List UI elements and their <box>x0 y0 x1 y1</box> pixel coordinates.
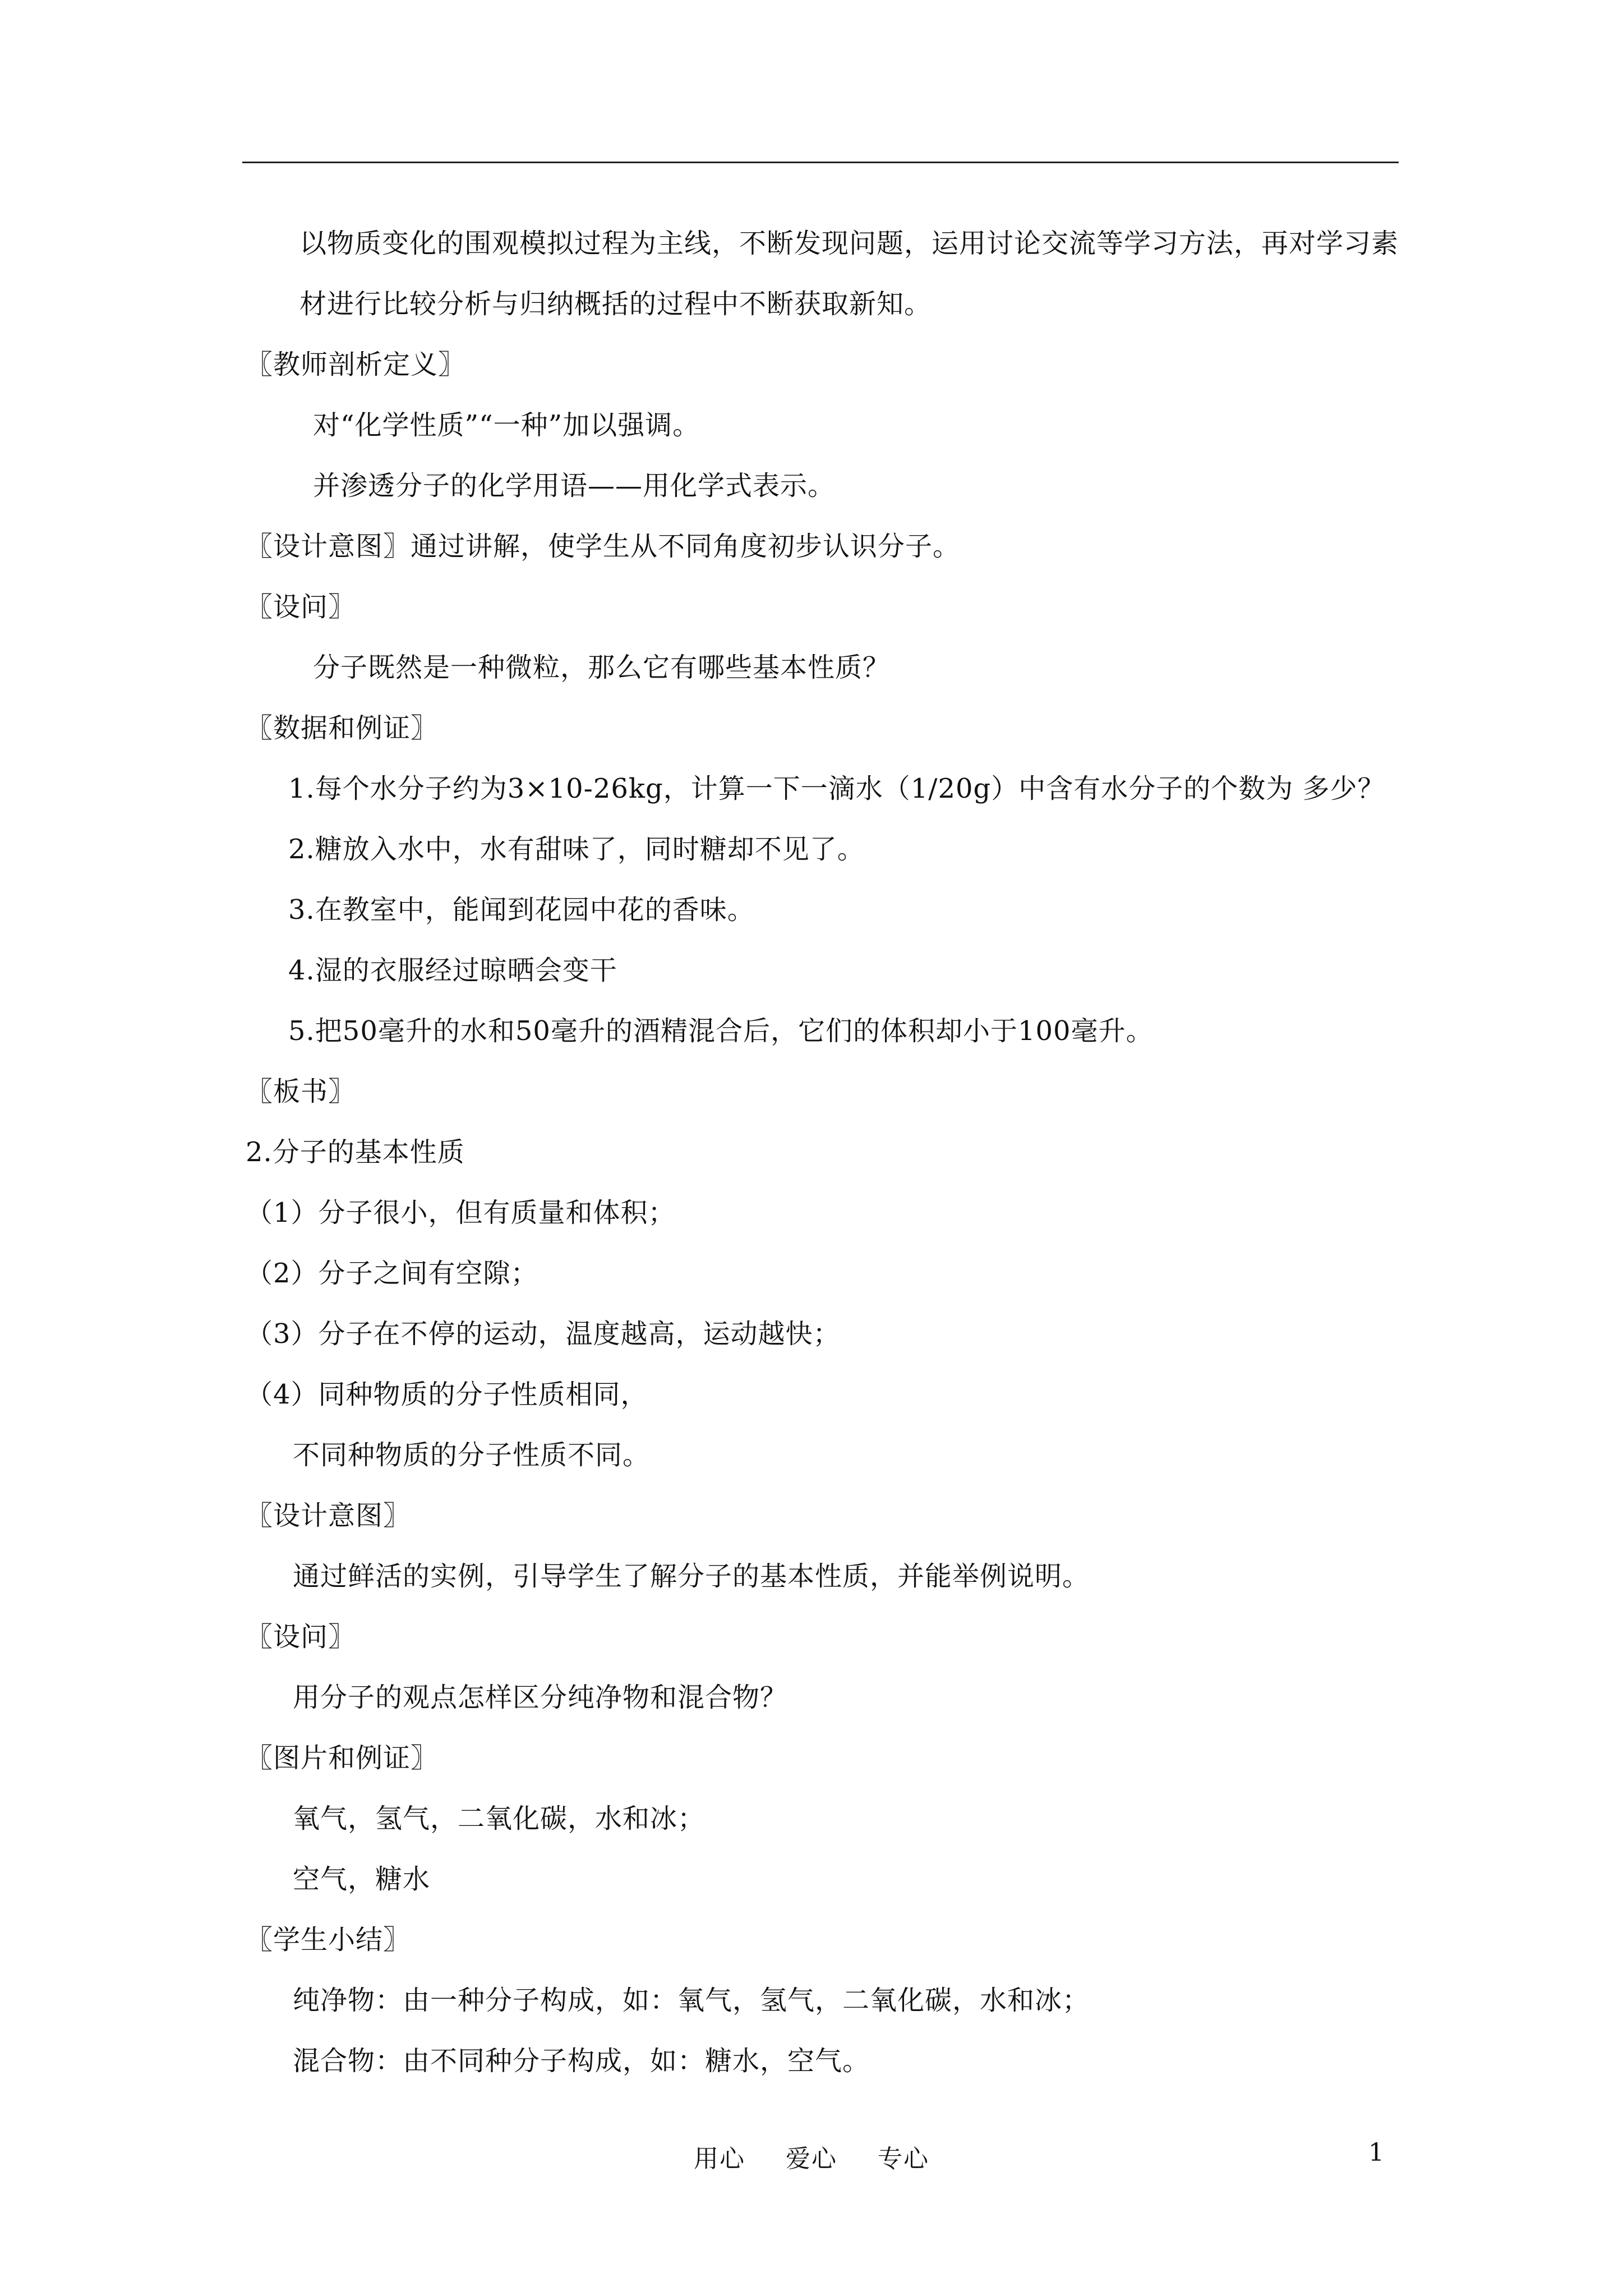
list-item: 5.把50毫升的水和50毫升的酒精混合后，它们的体积却小于100毫升。 <box>288 1015 1154 1047</box>
section-heading-data-examples: 〖数据和例证〗 <box>246 712 439 744</box>
summary-line: 纯净物：由一种分子构成，如：氧气，氢气，二氧化碳，水和冰； <box>293 1985 1090 2016</box>
text-line: 空气，糖水 <box>293 1864 431 1895</box>
property-item: （4）同种物质的分子性质相同， <box>246 1379 648 1410</box>
list-item: 1.每个水分子约为3×10-26kg，计算一下一滴水（1/20g）中含有水分子的个数为 多少？ <box>288 773 1385 804</box>
footer-motto-word: 用心 <box>694 2145 745 2173</box>
footer-motto-word: 专心 <box>878 2145 929 2173</box>
text-line: 通过鲜活的实例，引导学生了解分子的基本性质，并能举例说明。 <box>293 1561 1090 1592</box>
property-item: （2）分子之间有空隙； <box>246 1258 538 1289</box>
list-item: 3.在教室中，能闻到花园中花的香味。 <box>288 894 755 926</box>
header-rule <box>242 162 1399 163</box>
footer-motto-word: 爱心 <box>786 2145 837 2173</box>
property-item: （3）分子在不停的运动，温度越高，运动越快； <box>246 1318 841 1350</box>
board-title: 2.分子的基本性质 <box>246 1137 465 1168</box>
section-heading-design-intent: 〖设计意图〗 <box>246 1500 411 1531</box>
list-item: 2.糖放入水中，水有甜味了，同时糖却不见了。 <box>288 834 865 865</box>
text-line: 并渗透分子的化学用语——用化学式表示。 <box>313 470 836 501</box>
page-number: 1 <box>1368 2138 1384 2167</box>
design-intent-line: 〖设计意图〗通过讲解，使学生从不同角度初步认识分子。 <box>246 531 961 562</box>
intro-paragraph: 以物质变化的围观模拟过程为主线，不断发现问题，运用讨论交流等学习方法，再对学习素材进行比较分析与归纳概括的过程中不断获取新知。 <box>299 228 1399 320</box>
section-heading-board: 〖板书〗 <box>246 1076 356 1107</box>
property-item: （1）分子很小，但有质量和体积； <box>246 1197 676 1228</box>
summary-line: 混合物：由不同种分子构成，如：糖水，空气。 <box>293 2045 870 2077</box>
property-item-continued: 不同种物质的分子性质不同。 <box>293 1439 651 1471</box>
section-heading-question: 〖设问〗 <box>246 1621 356 1653</box>
section-heading-pictures-examples: 〖图片和例证〗 <box>246 1742 439 1774</box>
text-line: 用分子的观点怎样区分纯净物和混合物？ <box>293 1682 788 1713</box>
section-heading-teacher-analysis: 〖教师剖析定义〗 <box>246 349 466 380</box>
text-line: 氧气，氢气，二氧化碳，水和冰； <box>293 1803 706 1834</box>
text-line: 分子既然是一种微粒，那么它有哪些基本性质？ <box>313 652 891 683</box>
list-item: 4.湿的衣服经过晾晒会变干 <box>288 955 617 986</box>
section-heading-question: 〖设问〗 <box>246 591 356 623</box>
text-line: 对“化学性质”“一种”加以强调。 <box>313 409 700 441</box>
document-body <box>246 213 1401 2091</box>
section-heading-student-summary: 〖学生小结〗 <box>246 1924 411 1955</box>
